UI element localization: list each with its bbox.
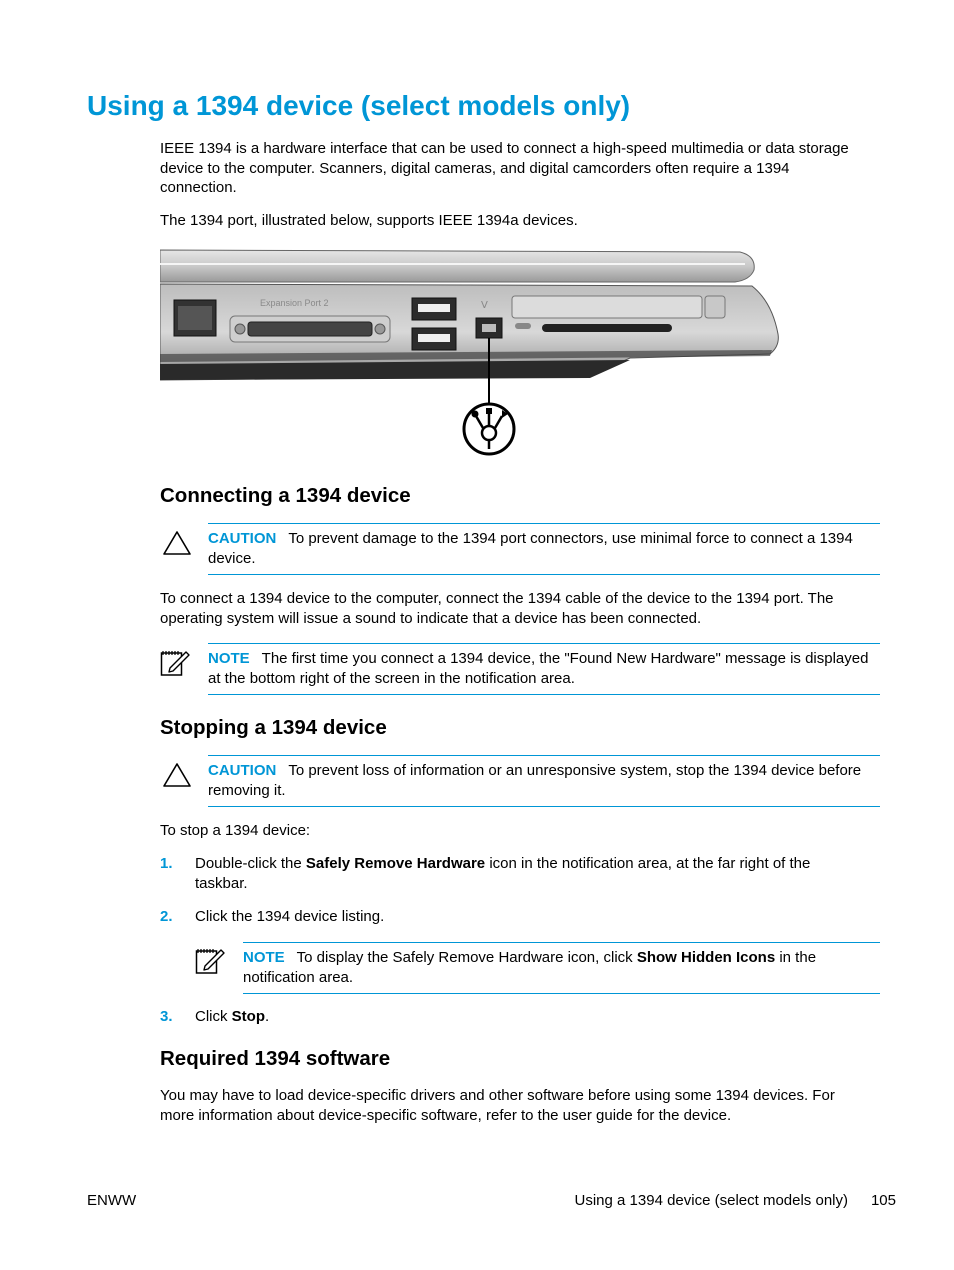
section-heading-connecting: Connecting a 1394 device: [160, 484, 411, 507]
caution-label: CAUTION: [208, 530, 277, 547]
caution-label: CAUTION: [208, 762, 277, 779]
caution-box-connecting: [208, 523, 880, 575]
step-number: 3.: [160, 1008, 173, 1025]
section-heading-software: Required 1394 software: [160, 1047, 391, 1070]
caution-box-stopping: [208, 755, 880, 807]
step-text: Click Stop.: [195, 1008, 270, 1025]
note-label: NOTE: [243, 949, 285, 966]
step-text: Double-click the Safely Remove Hardware icon in the notification area, at the far right of the taskbar.: [195, 855, 811, 892]
connecting-paragraph: To connect a 1394 device to the computer, connect the 1394 cable of the device to the 1394 port. The operating system will issue a sound to indicate that a device has been connected.: [160, 590, 834, 627]
note-text: The first time you connect a 1394 device, the "Found New Hardware" message is displayed at the bottom right of the screen in the notification area.: [208, 650, 869, 687]
page-number: 105: [870, 1192, 896, 1209]
laptop-side-ports-figure: [160, 246, 790, 461]
intro-paragraph-1: IEEE 1394 is a hardware interface that can be used to connect a high-speed multimedia or data storage device to the computer. Scanners, digital cameras, and digital camcorders often require a 1394 connection.: [160, 140, 849, 196]
footer-title: Using a 1394 device (select models only): [574, 1192, 848, 1209]
software-paragraph: You may have to load device-specific drivers and other software before using some 1394 devices. For more information about device-specific software, refer to the user guide for the device.: [160, 1087, 835, 1124]
expansion-port-label: Expansion Port 2: [260, 298, 329, 308]
note-pencil-icon: [160, 648, 192, 678]
intro-paragraph-2: The 1394 port, illustrated below, supports IEEE 1394a devices.: [160, 212, 578, 229]
step-number: 1.: [160, 855, 173, 872]
note-box-stopping: NOTE To display the Safely Remove Hardware icon, click Show Hidden Icons in the notification area.: [243, 942, 880, 994]
step-text: Click the 1394 device listing.: [195, 908, 385, 925]
step-number: 2.: [160, 908, 173, 925]
section-heading-stopping: Stopping a 1394 device: [160, 716, 387, 739]
page-title: Using a 1394 device (select models only): [87, 90, 631, 121]
note-pencil-icon: [195, 946, 227, 976]
svg-text:V: V: [481, 300, 488, 311]
note-box-connecting: [208, 643, 880, 695]
note-label: NOTE: [208, 650, 250, 667]
caution-triangle-icon: [162, 762, 192, 788]
caution-triangle-icon: [162, 530, 192, 556]
caution-text: To prevent damage to the 1394 port connectors, use minimal force to connect a 1394 device.: [208, 530, 853, 567]
caution-text: To prevent loss of information or an unresponsive system, stop the 1394 device before removing it.: [208, 762, 862, 799]
footer-left: ENWW: [87, 1192, 137, 1209]
stopping-intro: To stop a 1394 device:: [160, 822, 311, 839]
